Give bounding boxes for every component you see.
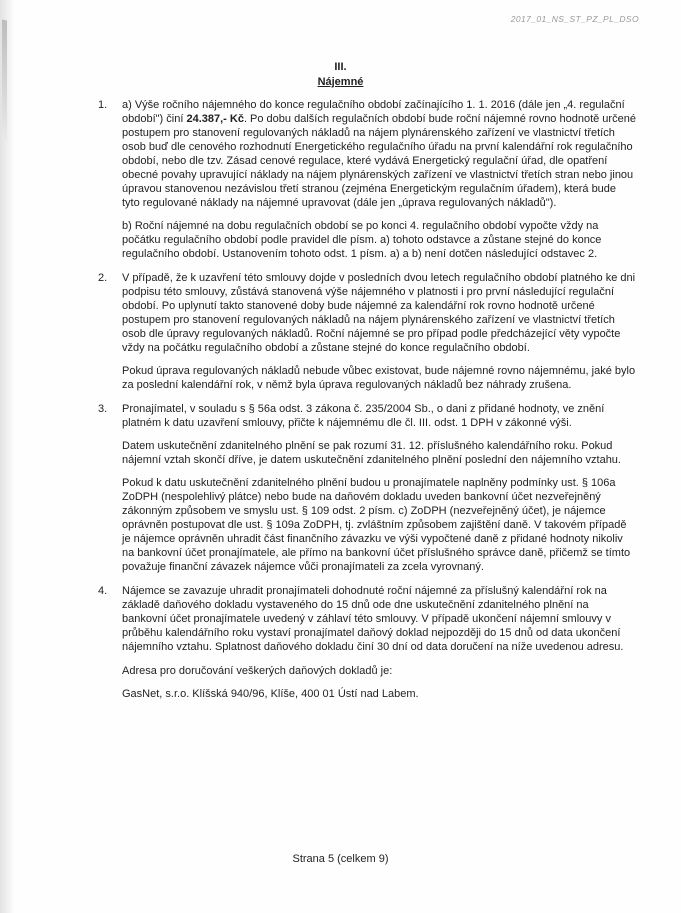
clause-number: 2. bbox=[98, 272, 108, 284]
section-number: III. bbox=[334, 61, 347, 73]
section-heading bbox=[0, 60, 681, 90]
clause-paragraph bbox=[122, 439, 636, 467]
clause-paragraph bbox=[122, 219, 636, 261]
paragraph-text: Pokud k datu uskutečnění zdanitelného plnění budou u pronajímatele naplněny podmínky ust. § 106a ZoDPH (nespolehlivý plátce) nebo bude na daňovém dokladu uveden bankovní účet nezveřejněný zákonným způsobem ve smyslu ust. § 109 odst. 2 písm. c) ZoDPH (nezveřejněný účet), je nájemce oprávněn postupovat dle ust. § 109a ZoDPH, tj. zvláštním způsobem zajištění daně. V takovém případě je nájemce oprávněn uhradit část finančního závazku ve výši vypočtené daně z přidané hodnoty nikoliv na bankovní účet pronajímatele, ale přímo na bankovní účet příslušného správce daně, přičemž se tímto považuje finanční závazek nájemce vůči pronajímateli za zcela vyrovnaný. bbox=[122, 477, 631, 573]
paragraph-text: Pokud úprava regulovaných nákladů nebude vůbec existovat, bude nájemné rovno nájemnému, jaké bylo za poslední kalendářní rok, v němž byla úprava regulovaných nákladů bez náhrady zrušena. bbox=[122, 365, 636, 391]
clause-paragraph bbox=[122, 364, 636, 392]
clause-paragraph bbox=[122, 476, 636, 574]
clause-paragraph bbox=[122, 584, 636, 654]
page-number: Strana 5 (celkem 9) bbox=[292, 853, 389, 865]
document-code: 2017_01_NS_ST_PZ_PL_DSO bbox=[510, 14, 639, 24]
clause-number: 3. bbox=[98, 403, 108, 415]
document-body bbox=[96, 98, 636, 710]
clause-paragraph bbox=[122, 402, 636, 430]
clause-number: 1. bbox=[98, 99, 108, 111]
clause-paragraph bbox=[122, 271, 636, 355]
paragraph-text: Datem uskutečnění zdanitelného plnění se pak rozumí 31. 12. příslušného kalendářního roku. Pokud nájemní vztah skončí dříve, je datem uskutečnění zdanitelného plnění poslední den nájemního vztahu. bbox=[122, 440, 621, 466]
clause-number: 4. bbox=[98, 585, 108, 597]
paragraph-text: Pronajímatel, v souladu s § 56a odst. 3 zákona č. 235/2004 Sb., o dani z přidané hodnoty, ve znění platném k datu uzavření smlouvy, přičte k nájemnému dle čl. III. odst. 1 DPH v zákonné výši. bbox=[122, 403, 605, 429]
paragraph-text: Nájemce se zavazuje uhradit pronajímateli dohodnuté roční nájemné za příslušný kalendářní rok na základě daňového dokladu vystaveného do 15 dnů ode dne uskutečnění zdanitelného plnění na bankovní účet pronajímatele uvedený v záhlaví této smlouvy. V případě ukončení nájemní smlouvy v průběhu kalendářního roku vystaví pronajímatel daňový doklad nejpozději do 15 dnů od data ukončení nájemního vztahu. Splatnost daňového dokladu činí 30 dní od data doručení na níže uvedenou adresu. bbox=[122, 585, 624, 653]
address-label: Adresa pro doručování veškerých daňových dokladů je: bbox=[122, 665, 393, 677]
rent-amount: 24.387,- Kč bbox=[186, 113, 244, 125]
clause-2 bbox=[96, 271, 636, 392]
address-value: GasNet, s.r.o. Klíšská 940/96, Klíše, 400 01 Ústí nad Labem. bbox=[122, 688, 419, 700]
section-title: Nájemné bbox=[317, 76, 364, 88]
scan-edge-shadow bbox=[0, 0, 14, 913]
paragraph-text: V případě, že k uzavření této smlouvy dojde v posledních dvou letech regulačního období platného ke dni podpisu této smlouvy, zůstává stanovená výše nájemného v platnosti i pro první následující regulační období. Po uplynutí takto stanovené doby bude nájemné za kalendářní rok rovno hodnotě určené postupem pro stanovení regulovaných nákladů na nájem plynárenského zařízení ve vlastnictví třetích osob dle úpravy regulovaných nákladů. Roční nájemné se pro případ podle předcházející věty vypočte vždy na počátku regulačního období a zůstane stejné do konce regulačního období. bbox=[122, 272, 636, 354]
clause-1 bbox=[96, 98, 636, 261]
clause-4 bbox=[96, 584, 636, 654]
paragraph-text: . Po dobu dalších regulačních období bude roční nájemné rovno hodnotě určené postupem pro stanovení regulovaných nákladů na nájem plynárenského zařízení ve vlastnictví třetích osob buď dle cenového rozhodnutí Energetického regulačního úřadu na první kalendářní rok regulačního období, nebo dle tzv. Zásad cenové regulace, které vydává Energetický regulační úřad, dle opatření obecné povahy upravující náklady na nájem plynárenských zařízení ve vlastnictví třetích stran nebo jinou úpravou stanovenou nezávislou třetí stranou (zejména Energetickým regulačním úřadem), která bude tyto regulované náklady na nájemné upravovat (dále jen „úprava regulovaných nákladů"). bbox=[122, 113, 636, 209]
paragraph-text: b) Roční nájemné na dobu regulačních období se po konci 4. regulačního období vypočte vždy na počátku regulačního období podle pravidel dle písm. a) tohoto odstavce a zůstane stejné do konce regulačního období. Ustanovením tohoto odst. 1 písm. a) a b) není dotčen následující odstavec 2. bbox=[122, 220, 602, 260]
clause-3 bbox=[96, 402, 636, 574]
paragraph-text: a) Výše ročního nájemného do konce regulačního období začínajícího 1. 1. 2016 (dále jen „4. regulační období") činí bbox=[122, 99, 625, 125]
clause-paragraph bbox=[122, 98, 636, 210]
